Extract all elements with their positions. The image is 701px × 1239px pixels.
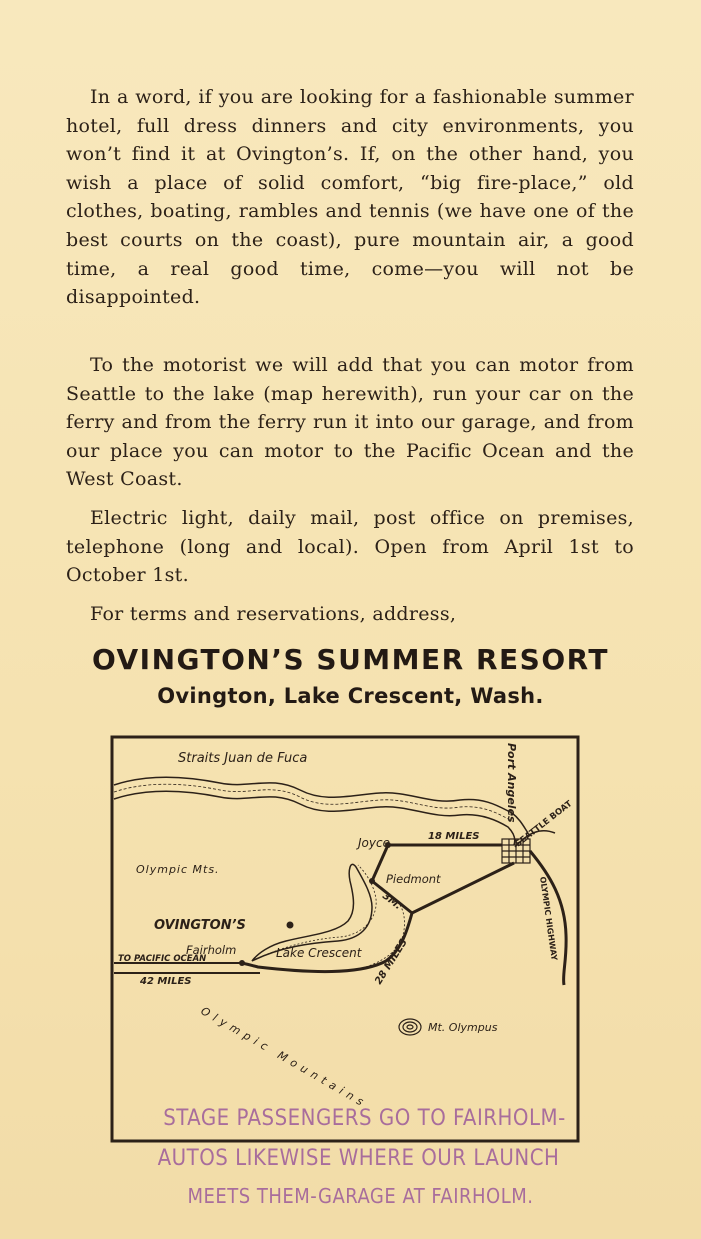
- stamp-line-3: MEETS THEM-GARAGE AT FAIRHOLM.: [187, 1184, 534, 1208]
- paragraph-amenities: Electric light, daily mail, post office on premises, telephone (long and local). Open from April 1st to October 1st.: [66, 507, 634, 587]
- stamp-line-1: STAGE PASSENGERS GO TO FAIRHOLM-: [163, 1106, 566, 1131]
- road-town-junction: [412, 863, 514, 913]
- coastline-inner: [114, 784, 510, 820]
- fairholm-dot: [239, 960, 245, 966]
- label-olympic-mountains: Olympic Mountains: [198, 1004, 370, 1111]
- resort-title: OVINGTON’S SUMMER RESORT: [91, 643, 610, 676]
- label-fairholm: Fairholm: [186, 943, 237, 957]
- label-ovingtons: OVINGTON’S: [154, 918, 246, 933]
- resort-address: Ovington, Lake Crescent, Wash.: [157, 684, 544, 708]
- label-seattle-boat: SEATTLE BOAT: [513, 798, 575, 850]
- label-28-miles: 28 MILES: [373, 937, 410, 987]
- label-joyce: Joyce: [358, 836, 390, 850]
- label-strait: Straits Juan de Fuca: [178, 751, 308, 766]
- label-to-pacific: TO PACIFIC OCEAN: [118, 954, 207, 964]
- paragraph-reservations: For terms and reservations, address,: [90, 603, 457, 625]
- label-olympic-mts: Olympic Mts.: [136, 863, 220, 876]
- label-piedmont: Piedmont: [386, 872, 441, 886]
- paragraph-hotel-description: In a word, if you are looking for a fashionable summer hotel, full dress dinners and city environments, you won’t find it at Ovington’s. If, on the other hand, you wish a place of solid comfort, “big fire-place,” old clothes, boating, rambles and tennis (we have one of the best courts on the coast), pure mountain air, a good time, a real good time, come—you will not be disappointed.: [66, 86, 634, 309]
- resort-map: [110, 735, 580, 1143]
- ovingtons-dot: [287, 922, 294, 929]
- label-olympic-highway: OLYMPIC HIGHWAY: [538, 876, 559, 961]
- label-mt-olympus: Mt. Olympus: [428, 1021, 498, 1034]
- label-18-miles: 18 MILES: [428, 831, 480, 842]
- stamp-line-2: AUTOS LIKEWISE WHERE OUR LAUNCH: [157, 1146, 560, 1171]
- label-42-miles: 42 MILES: [140, 976, 192, 987]
- label-port-angeles: Port Angeles: [505, 743, 518, 823]
- coastline-north: [114, 777, 528, 833]
- mt-olympus-symbol: [399, 1019, 421, 1035]
- label-3m: 3M.: [380, 890, 404, 913]
- paragraph-motorist: To the motorist we will add that you can motor from Seattle to the lake (map herewith), run your car on the ferry and from the ferry run it into our garage, and from our place you can motor to the Pacific Ocean and the West Coast.: [66, 354, 634, 491]
- label-lake-crescent: Lake Crescent: [276, 946, 362, 960]
